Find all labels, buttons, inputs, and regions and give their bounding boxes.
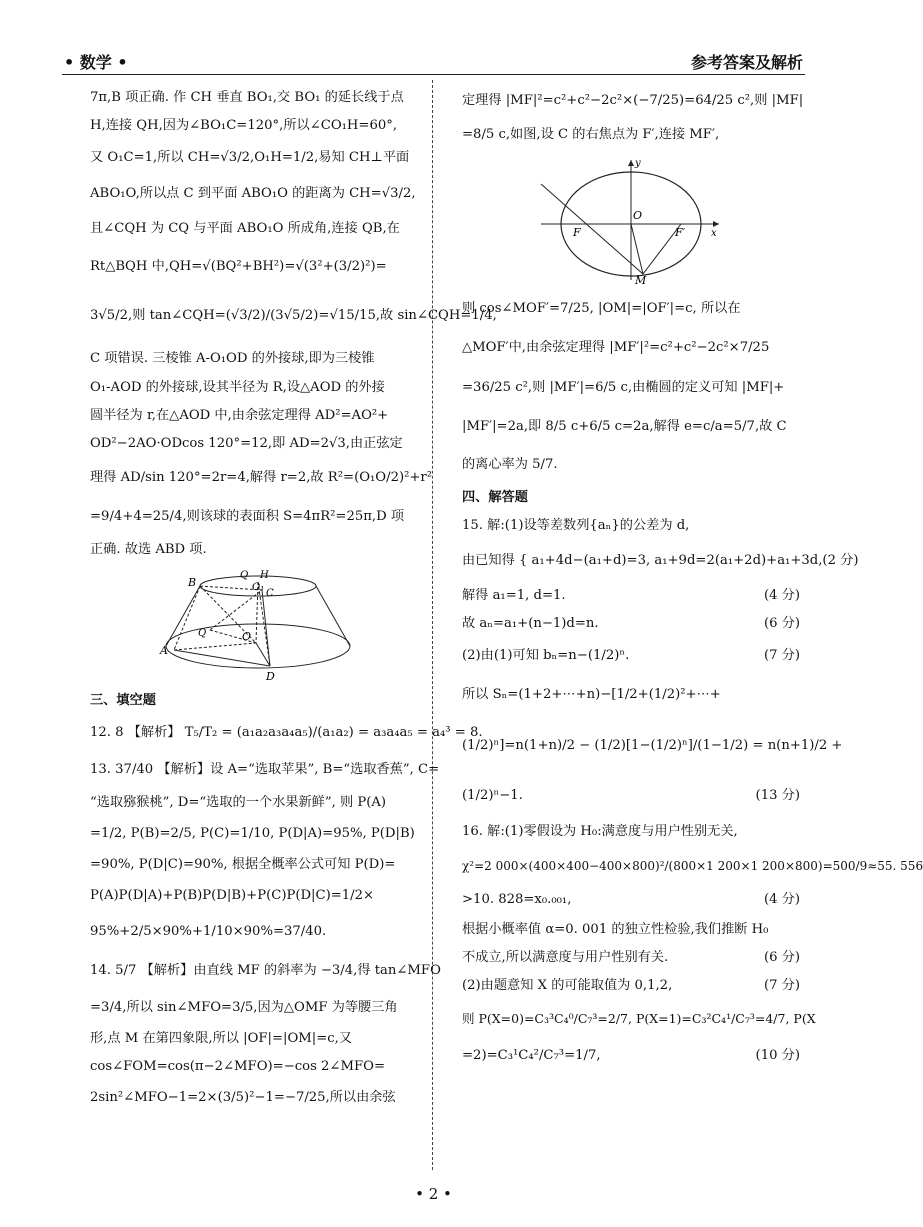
text-line: ABO₁O,所以点 C 到平面 ABO₁O 的距离为 CH=√3/2, [90,186,416,201]
q16-score: (7 分) [763,978,800,993]
q14-line: 2sin²∠MFO−1=2×(3/5)²−1=−7/25,所以由余弦 [90,1090,396,1105]
q15-line [462,638,800,674]
axis-x-label: x [711,228,717,239]
q15-line [462,610,800,638]
text-line: C 项错误. 三棱锥 A-O₁OD 的外接球,即为三棱锥 [90,351,375,366]
q15-text: 15. 解:(1)设等差数列{aₙ}的公差为 d, [462,518,690,533]
text-line: OD²−2AO·ODcos 120°=12,即 AD=2√3,由正弦定 [90,436,403,451]
q16-text: 16. 解:(1)零假设为 H₀:满意度与用户性别无关, [462,824,738,839]
q16-line [462,884,800,916]
focus-F-label: F [573,226,581,239]
frustum-figure [158,568,358,683]
q15-text: (1/2)ⁿ−1. [462,788,523,803]
q13-line: =90%, P(D|C)=90%, 根据全概率公式可知 P(D)= [90,857,396,872]
label-D: D [266,670,275,683]
q13-line: “选取猕猴桃”, D=“选取的一个水果新鲜”, 则 P(A) [90,795,387,810]
text-line: 正确. 故选 ABD 项. [90,542,207,557]
q16-line [462,972,800,1000]
text-line: =9/4+4=25/4,则该球的表面积 S=4πR²=25π,D 项 [90,509,405,524]
q13-line: P(A)P(D|A)+P(B)P(D|B)+P(C)P(D|C)=1/2× [90,888,375,903]
text-line: 又 O₁C=1,所以 CH=√3/2,O₁H=1/2,易知 CH⊥平面 [90,150,410,165]
q15-line [462,776,800,816]
label-Q: Q [240,570,249,581]
q15-line [462,674,800,716]
answer-title: 参考答案及解析 [690,53,803,72]
q15-line [462,512,800,540]
q15-text: (1/2)ⁿ]=n(1+n)/2 − (1/2)[1−(1/2)ⁿ]/(1−1/2) = n(n+1)/2 + [462,738,843,753]
q16-text: (2)由题意知 X 的可能取值为 0,1,2, [462,978,673,993]
q15-text: 所以 Sₙ=(1+2+⋯+n)−[1/2+(1/2)²+⋯+ [462,687,721,702]
q16-text: =2)=C₃¹C₄²/C₇³=1/7, [462,1048,601,1063]
text-line: =36/25 c²,则 |MF′|=6/5 c,由椭圆的定义可知 |MF|+ [462,380,785,395]
point-M-label: M [635,274,647,287]
q15-line [462,582,800,610]
q16-text: 则 P(X=0)=C₃³C₄⁰/C₇³=2/7, P(X=1)=C₃²C₄¹/C₇³=4/7, P(X [462,1011,816,1026]
q16-text: >10. 828=x₀.₀₀₁, [462,892,572,907]
column-divider [432,80,433,1170]
q13-line: 13. 37/40 【解析】设 A=“选取苹果”, B=“选取香蕉”, C= [90,762,440,777]
label-H: H [260,570,269,581]
page-header [62,44,805,75]
q12-line: 12. 8 【解析】 T₅/T₂ = (a₁a₂a₃a₄a₅)/(a₁a₂) = a₃a₄a₅ = a₄³ = 8. [90,725,483,740]
label-Qp: Q [198,628,207,639]
q16-line [462,1038,800,1074]
q16-line [462,1000,816,1038]
q15-score: (2 分) [822,553,859,568]
right-column [462,84,923,1074]
q16-text: 不成立,所以满意度与用户性别有关. [462,950,669,965]
q15-score: (6 分) [763,616,800,631]
text-line: 且∠CQH 为 CQ 与平面 ABO₁O 所成角,连接 QB,在 [90,221,400,236]
q15-text: (2)由(1)可知 bₙ=n−(1/2)ⁿ. [462,648,630,663]
q15-text: 由已知得 { a₁+4d−(a₁+d)=3, a₁+9d=2(a₁+2d)+a₁+3d, [462,553,823,568]
text-line: H,连接 QH,因为∠BO₁C=120°,所以∠CO₁H=60°, [90,118,398,133]
q16-line [462,848,923,884]
q15-score: (7 分) [763,648,800,663]
label-A: A [160,644,168,657]
q16-score: (10 分) [755,1048,800,1063]
q15-text: 故 aₙ=a₁+(n−1)d=n. [462,616,599,631]
q15-text: 解得 a₁=1, d=1. [462,588,566,603]
q15-line [462,540,859,582]
text-line: |MF′|=2a,即 8/5 c+6/5 c=2a,解得 e=c/a=5/7,故 C [462,419,787,434]
q14-line: cos∠FOM=cos(π−2∠MFO)=−cos 2∠MFO= [90,1059,385,1074]
q16-line [462,916,800,944]
q13-line: 95%+2/5×90%+1/10×90%=37/40. [90,924,327,939]
text-line: 圆半径为 r,在△AOD 中,由余弦定理得 AD²=AO²+ [90,408,389,423]
text-line: =8/5 c,如图,设 C 的右焦点为 F′,连接 MF′, [462,127,720,142]
text-line: 3√5/2,则 tan∠CQH=(√3/2)/(3√5/2)=√15/15,故 sin∠CQH=1/4, [90,308,497,323]
text-line: 的离心率为 5/7. [462,457,558,472]
section-title: 三、填空题 [90,693,156,708]
text-line: Rt△BQH 中,QH=√(BQ²+BH²)=√(3²+(3/2)²)= [90,259,387,274]
q14-line: 形,点 M 在第四象限,所以 |OF|=|OM|=c,又 [90,1031,353,1046]
q16-line [462,944,800,972]
ellipse-figure [531,156,731,286]
label-B: B [188,576,197,589]
label-O: O [242,630,252,643]
text-line: 则 cos∠MOF′=7/25, |OM|=|OF′|=c, 所以在 [462,301,741,316]
section-title: 四、解答题 [462,490,528,505]
q16-line [462,816,800,848]
label-O1: O₁ [252,582,265,593]
q16-text: χ²=2 000×(400×400−400×800)²/(800×1 200×1 200×800)=500/9≈55. 556 [462,859,923,873]
q16-score: (4 分) [763,892,800,907]
page-number: • 2 • [415,1185,452,1203]
q14-line: 14. 5/7 【解析】由直线 MF 的斜率为 −3/4,得 tan∠MFO [90,963,441,978]
focus-Fp-label: F′ [675,226,686,239]
q15-line [462,716,843,776]
q14-line: =3/4,所以 sin∠MFO=3/5,因为△OMF 为等腰三角 [90,1000,398,1015]
text-line: 7π,B 项正确. 作 CH 垂直 BO₁,交 BO₁ 的延长线于点 [90,90,404,105]
text-line: △MOF′中,由余弦定理得 |MF′|²=c²+c²−2c²×7/25 [462,340,770,355]
text-line: O₁-AOD 的外接球,设其半径为 R,设△AOD 的外接 [90,380,385,395]
text-line: 理得 AD/sin 120°=2r=4,解得 r=2,故 R²=(O₁O/2)²+r² [90,470,433,485]
origin-label: O [633,209,643,222]
q16-score: (6 分) [763,950,800,965]
q13-line: =1/2, P(B)=2/5, P(C)=1/10, P(D|A)=95%, P(D|B) [90,826,415,841]
label-C: C [266,588,274,599]
axis-y-label: y [635,158,641,169]
text-line: 定理得 |MF|²=c²+c²−2c²×(−7/25)=64/25 c²,则 |MF| [462,93,804,108]
q16-text: 根据小概率值 α=0. 001 的独立性检验,我们推断 H₀ [462,922,769,937]
q15-score: (13 分) [755,788,800,803]
q15-score: (4 分) [763,588,800,603]
subject-title: • 数学 • [64,53,128,72]
